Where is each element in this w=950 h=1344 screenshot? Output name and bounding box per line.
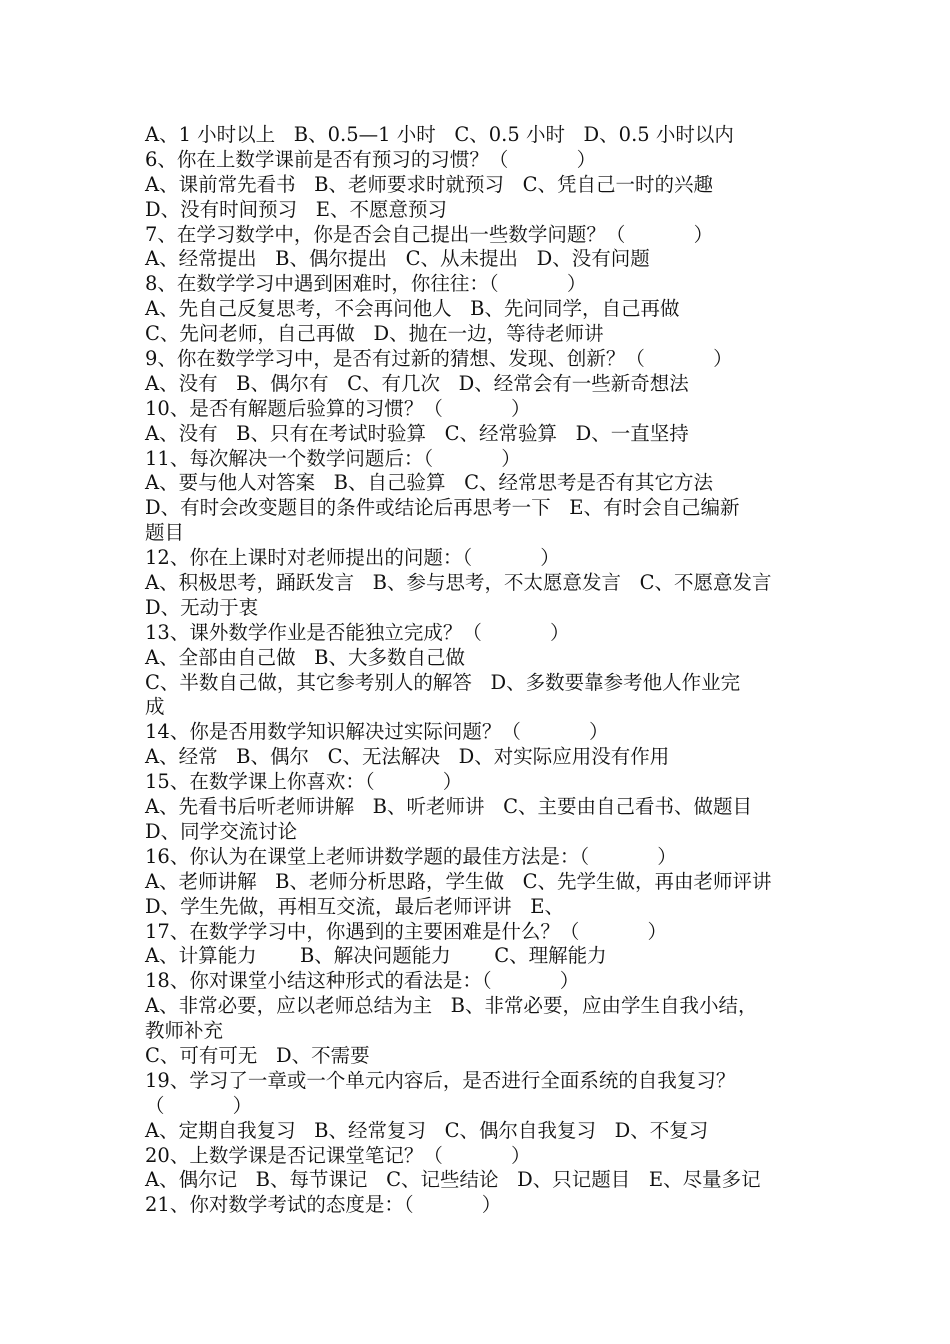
text-line: A、计算能力 B、解决问题能力 C、理解能力: [145, 944, 607, 968]
text-line: 教师补充: [145, 1019, 224, 1043]
text-line: A、经常 B、偶尔 C、无法解决 D、对实际应用没有作用: [145, 745, 670, 769]
question-line: 18、你对课堂小结这种形式的看法是：（ ）: [145, 969, 580, 993]
text-line: 题目: [145, 521, 185, 545]
question-line: 12、你在上课时对老师提出的问题：（ ）: [145, 546, 560, 570]
text-line: A、没有 B、只有在考试时验算 C、经常验算 D、一直坚持: [145, 421, 689, 445]
question-line: 8、在数学学习中遇到困难时，你往往：（ ）: [145, 272, 587, 296]
text-line: A、非常必要，应以老师总结为主 B、非常必要，应由学生自我小结，: [145, 994, 758, 1018]
text-line: D、无动于衷: [145, 595, 259, 619]
question-line: 9、你在数学学习中，是否有过新的猜想、发现、创新？（ ）: [145, 347, 733, 371]
text-line: A、经常提出 B、偶尔提出 C、从未提出 D、没有问题: [145, 247, 650, 271]
text-line: C、可有可无 D、不需要: [145, 1043, 370, 1067]
text-line: A、定期自我复习 B、经常复习 C、偶尔自我复习 D、不复习: [145, 1118, 709, 1142]
text-line: A、先自己反复思考，不会再问他人 B、先问同学，自己再做: [145, 297, 680, 321]
text-line: A、要与他人对答案 B、自己验算 C、经常思考是否有其它方法: [145, 471, 714, 495]
question-line: 10、是否有解题后验算的习惯？（ ）: [145, 396, 531, 420]
question-line: 15、在数学课上你喜欢：（ ）: [145, 770, 463, 794]
question-line: 14、你是否用数学知识解决过实际问题？（ ）: [145, 720, 609, 744]
text-line: D、没有时间预习 E、不愿意预习: [145, 197, 447, 221]
text-line: D、同学交流讨论: [145, 819, 298, 843]
question-line: 21、你对数学考试的态度是：（ ）: [145, 1193, 502, 1217]
text-line: A、老师讲解 B、老师分析思路，学生做 C、先学生做，再由老师评讲: [145, 869, 772, 893]
question-line: 17、在数学学习中，你遇到的主要困难是什么？（ ）: [145, 919, 667, 943]
text-line: A、全部由自己做 B、大多数自己做: [145, 645, 466, 669]
text-line: A、1 小时以上 B、0.5—1 小时 C、0.5 小时 D、0.5 小时以内: [145, 123, 734, 146]
question-line: 6、你在上数学课前是否有预习的习惯？（ ）: [145, 147, 597, 171]
text-line: A、先看书后听老师讲解 B、听老师讲 C、主要由自己看书、做题目: [145, 795, 753, 819]
text-line: C、半数自己做，其它参考别人的解答 D、多数要靠参考他人作业完: [145, 670, 741, 694]
text-line: D、有时会改变题目的条件或结论后再思考一下 E、有时会自己编新: [145, 496, 740, 520]
question-line: 13、课外数学作业是否能独立完成？（ ）: [145, 620, 570, 644]
text-line: A、偶尔记 B、每节课记 C、记些结论 D、只记题目 E、尽量多记: [145, 1168, 761, 1192]
question-line: 16、你认为在课堂上老师讲数学题的最佳方法是：（ ）: [145, 844, 677, 868]
text-line: （ ）: [145, 1093, 253, 1117]
question-line: 11、每次解决一个数学问题后：（ ）: [145, 446, 521, 470]
document-body: [145, 123, 815, 1218]
text-line: A、积极思考，踊跃发言 B、参与思考，不太愿意发言 C、不愿意发言: [145, 571, 772, 595]
text-line: A、课前常先看书 B、老师要求时就预习 C、凭自己一时的兴趣: [145, 172, 714, 196]
question-line: 20、上数学课是否记课堂笔记？（ ）: [145, 1143, 531, 1167]
text-line: D、学生先做，再相互交流，最后老师评讲 E、: [145, 894, 564, 918]
text-line: 成: [145, 695, 165, 719]
question-line: 7、在学习数学中，你是否会自己提出一些数学问题？（ ）: [145, 222, 714, 246]
text-line: C、先问老师，自己再做 D、抛在一边，等待老师讲: [145, 322, 604, 346]
question-line: 19、学习了一章或一个单元内容后，是否进行全面系统的自我复习？: [145, 1068, 736, 1092]
text-line: A、没有 B、偶尔有 C、有几次 D、经常会有一些新奇想法: [145, 371, 689, 395]
